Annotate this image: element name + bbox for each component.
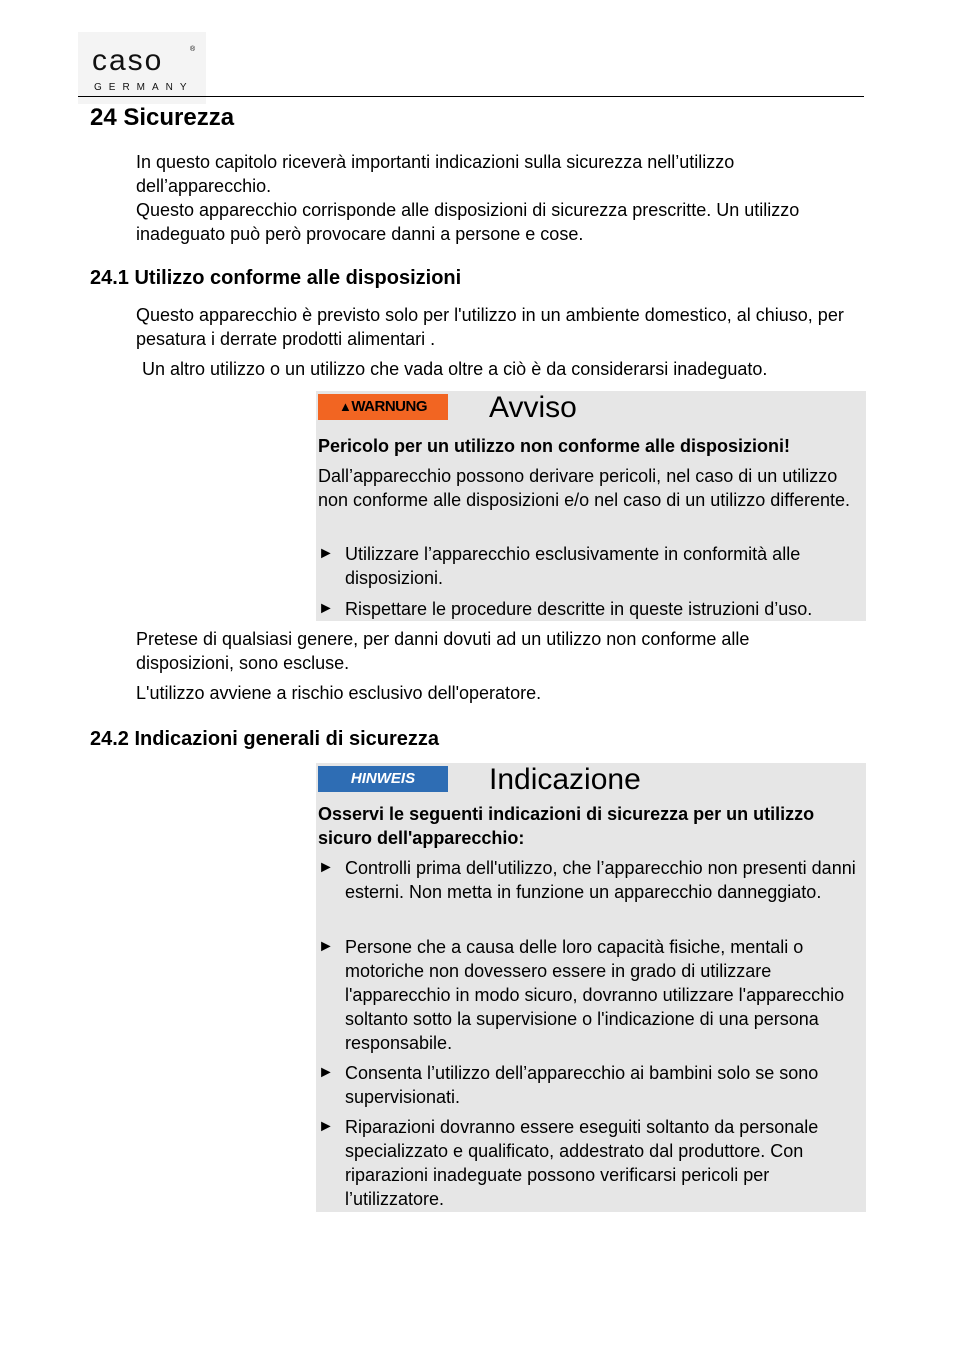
bullet-arrow-icon: ► (318, 600, 334, 617)
usage-paragraph-1: Questo apparecchio è previsto solo per l'utilizzo in un ambiente domestico, al chiuso, per pesatura i derrate prodotti alimentari . (136, 305, 844, 349)
warning-triangle-icon: ▲ (338, 399, 352, 414)
warning-badge-label: WARNUNG (351, 398, 428, 415)
warning-bullet-text: Utilizzare l’apparecchio esclusivamente in conformità alle disposizioni. (345, 544, 801, 588)
bullet-arrow-icon: ► (318, 938, 334, 955)
hint-box-title: Indicazione (489, 763, 641, 796)
warning-bullet-text: Rispettare le procedure descritte in queste istruzioni d’uso. (345, 599, 813, 619)
bullet-arrow-icon: ► (318, 1064, 334, 1081)
section-title: 24 Sicurezza (90, 104, 235, 131)
hint-heading: Osservi le seguenti indicazioni di sicurezza per un utilizzo sicuro dell'apparecchio: (318, 804, 815, 848)
risk-paragraph: L'utilizzo avviene a rischio esclusivo dell'operatore. (136, 683, 542, 703)
logo-wordmark: caso (92, 44, 164, 77)
warning-text: Dall’apparecchio possono derivare pericoli, nel caso di un utilizzo non conforme alle disposizioni e/o nel caso di un utilizzo differente. (318, 466, 850, 510)
hint-bullet-text: Consenta l’utilizzo dell’apparecchio ai bambini solo se sono supervisionati. (345, 1063, 819, 1107)
bullet-arrow-icon: ► (318, 1118, 334, 1135)
liability-paragraph: Pretese di qualsiasi genere, per danni dovuti ad un utilizzo non conforme alle disposizioni, sono escluse. (136, 629, 750, 673)
logo-registered-mark: ® (190, 46, 196, 53)
warning-box-title: Avviso (489, 391, 577, 424)
intro-paragraph-1: In questo capitolo riceverà importanti indicazioni sulla sicurezza nell’utilizzo dell’apparecchio. (136, 152, 735, 196)
usage-paragraph-2: Un altro utilizzo o un utilizzo che vada oltre a ciò è da considerarsi inadeguato. (142, 359, 768, 379)
hint-bullet-text: Riparazioni dovranno essere eseguiti soltanto da personale specializzato e qualificato, addestrato dal produttore. Con riparazioni inadeguate possono verificarsi pericoli per l’utilizzatore. (345, 1117, 819, 1209)
subsection-title-24-2: 24.2 Indicazioni generali di sicurezza (90, 728, 440, 750)
logo-subtitle: GERMANY (94, 82, 194, 93)
warning-badge (318, 394, 448, 420)
hint-bullet-text: Controlli prima dell'utilizzo, che l’apparecchio non presenti danni esterni. Non metta in funzione un apparecchio danneggiato. (345, 858, 856, 902)
bullet-arrow-icon: ► (318, 545, 334, 562)
bullet-arrow-icon: ► (318, 859, 334, 876)
header-divider (78, 96, 864, 97)
hint-badge: HINWEIS (318, 766, 448, 792)
intro-paragraph-2: Questo apparecchio corrisponde alle disposizioni di sicurezza prescritte. Un utilizzo inadeguato può però provocare danni a persone e cose. (136, 200, 800, 244)
warning-heading: Pericolo per un utilizzo non conforme alle disposizioni! (318, 436, 791, 456)
subsection-title-24-1: 24.1 Utilizzo conforme alle disposizioni (90, 267, 462, 289)
caso-logo (78, 32, 206, 104)
hint-bullet-text: Persone che a causa delle loro capacità fisiche, mentali o motoriche non dovessero essere in grado di utilizzare l'apparecchio in modo sicuro, dovranno utilizzare l'apparecchio soltanto sotto la supervisione o l'indicazione di una persona responsabile. (345, 937, 845, 1053)
